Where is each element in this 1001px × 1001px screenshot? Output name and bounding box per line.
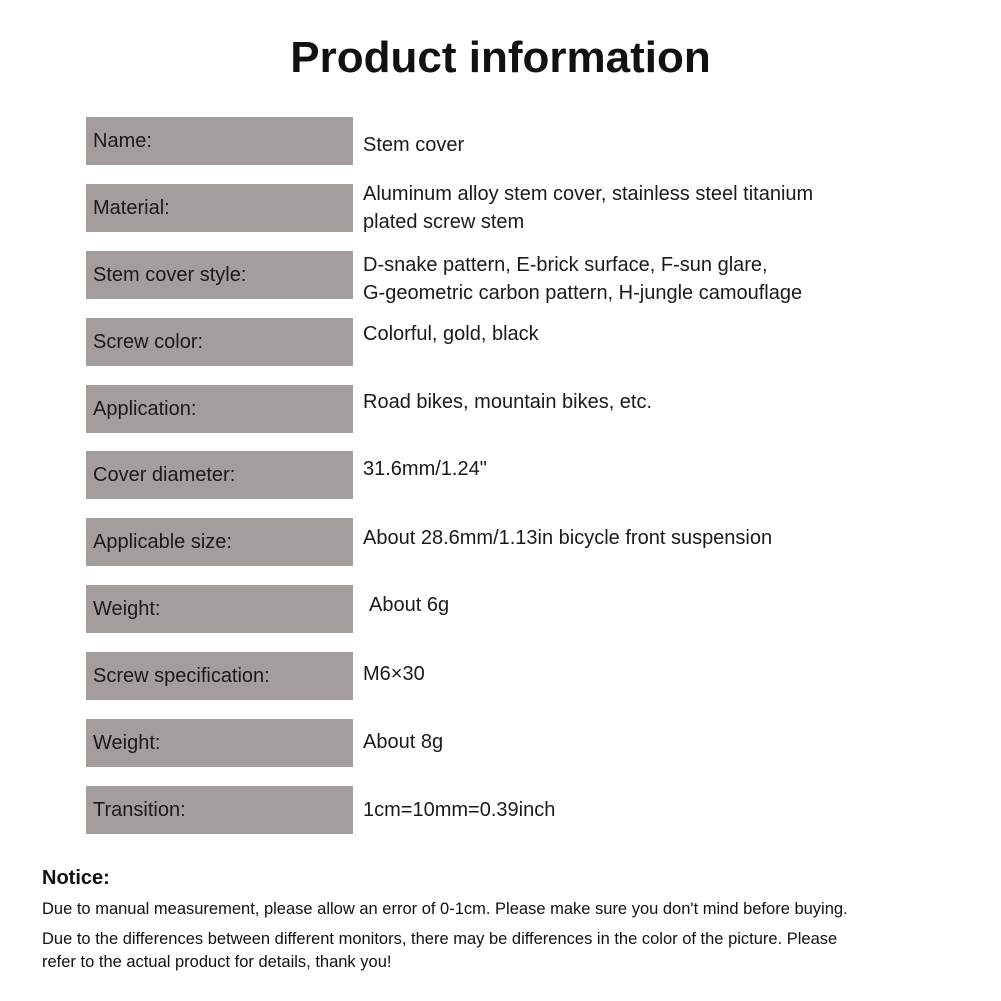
spec-value-line: 31.6mm/1.24" [363, 458, 487, 480]
page-title: Product information [290, 33, 711, 82]
spec-label: Weight: [86, 719, 353, 767]
spec-row-weight [0, 585, 1001, 633]
spec-value [363, 320, 963, 348]
spec-value [363, 251, 963, 307]
spec-value [363, 455, 963, 483]
spec-row-application [0, 385, 1001, 433]
spec-value-line: D-snake pattern, E-brick surface, F-sun glare, [363, 254, 768, 276]
spec-value [363, 388, 963, 416]
spec-value [363, 660, 963, 688]
spec-label: Weight: [86, 585, 353, 633]
spec-row-applicable-size [0, 518, 1001, 566]
spec-row-material [0, 184, 1001, 232]
spec-value [363, 524, 963, 552]
spec-row-cover-diameter [0, 451, 1001, 499]
notice-line: Due to manual measurement, please allow an error of 0-1cm. Please make sure you don't mind before buying. [42, 900, 848, 918]
spec-row-name [0, 117, 1001, 165]
notice-line: refer to the actual product for details, thank you! [42, 953, 392, 971]
spec-label: Application: [86, 385, 353, 433]
notice-line: Due to the differences between different monitors, there may be differences in the color of the picture. Please [42, 930, 838, 948]
spec-value-line: 1cm=10mm=0.39inch [363, 799, 556, 821]
spec-row-stem-cover-style [0, 251, 1001, 304]
spec-row-transition [0, 786, 1001, 834]
spec-row-screw-specification [0, 652, 1001, 700]
spec-label: Name: [86, 117, 353, 165]
spec-row-screw-color [0, 318, 1001, 366]
spec-value-line: Road bikes, mountain bikes, etc. [363, 391, 653, 413]
spec-value-line: M6×30 [363, 663, 425, 685]
spec-value [363, 180, 963, 236]
spec-value [363, 796, 963, 824]
spec-value [369, 591, 969, 619]
spec-row-weight-2 [0, 719, 1001, 767]
spec-label: Material: [86, 184, 353, 232]
spec-value-line: Aluminum alloy stem cover, stainless steel titanium [363, 183, 814, 205]
spec-label: Stem cover style: [86, 251, 353, 299]
spec-label: Transition: [86, 786, 353, 834]
spec-value [363, 728, 963, 756]
spec-value-line: About 6g [369, 594, 450, 616]
spec-label: Cover diameter: [86, 451, 353, 499]
spec-label: Screw specification: [86, 652, 353, 700]
spec-value-line: Colorful, gold, black [363, 323, 539, 345]
spec-label: Applicable size: [86, 518, 353, 566]
spec-value-line: Stem cover [363, 134, 465, 156]
spec-value-line: plated screw stem [363, 211, 525, 233]
spec-value [363, 131, 963, 159]
spec-label: Screw color: [86, 318, 353, 366]
spec-value-line: About 28.6mm/1.13in bicycle front suspension [363, 527, 773, 549]
spec-value-line: About 8g [363, 731, 444, 753]
spec-value-line: G-geometric carbon pattern, H-jungle camouflage [363, 282, 803, 304]
notice-title: Notice: [42, 867, 110, 889]
